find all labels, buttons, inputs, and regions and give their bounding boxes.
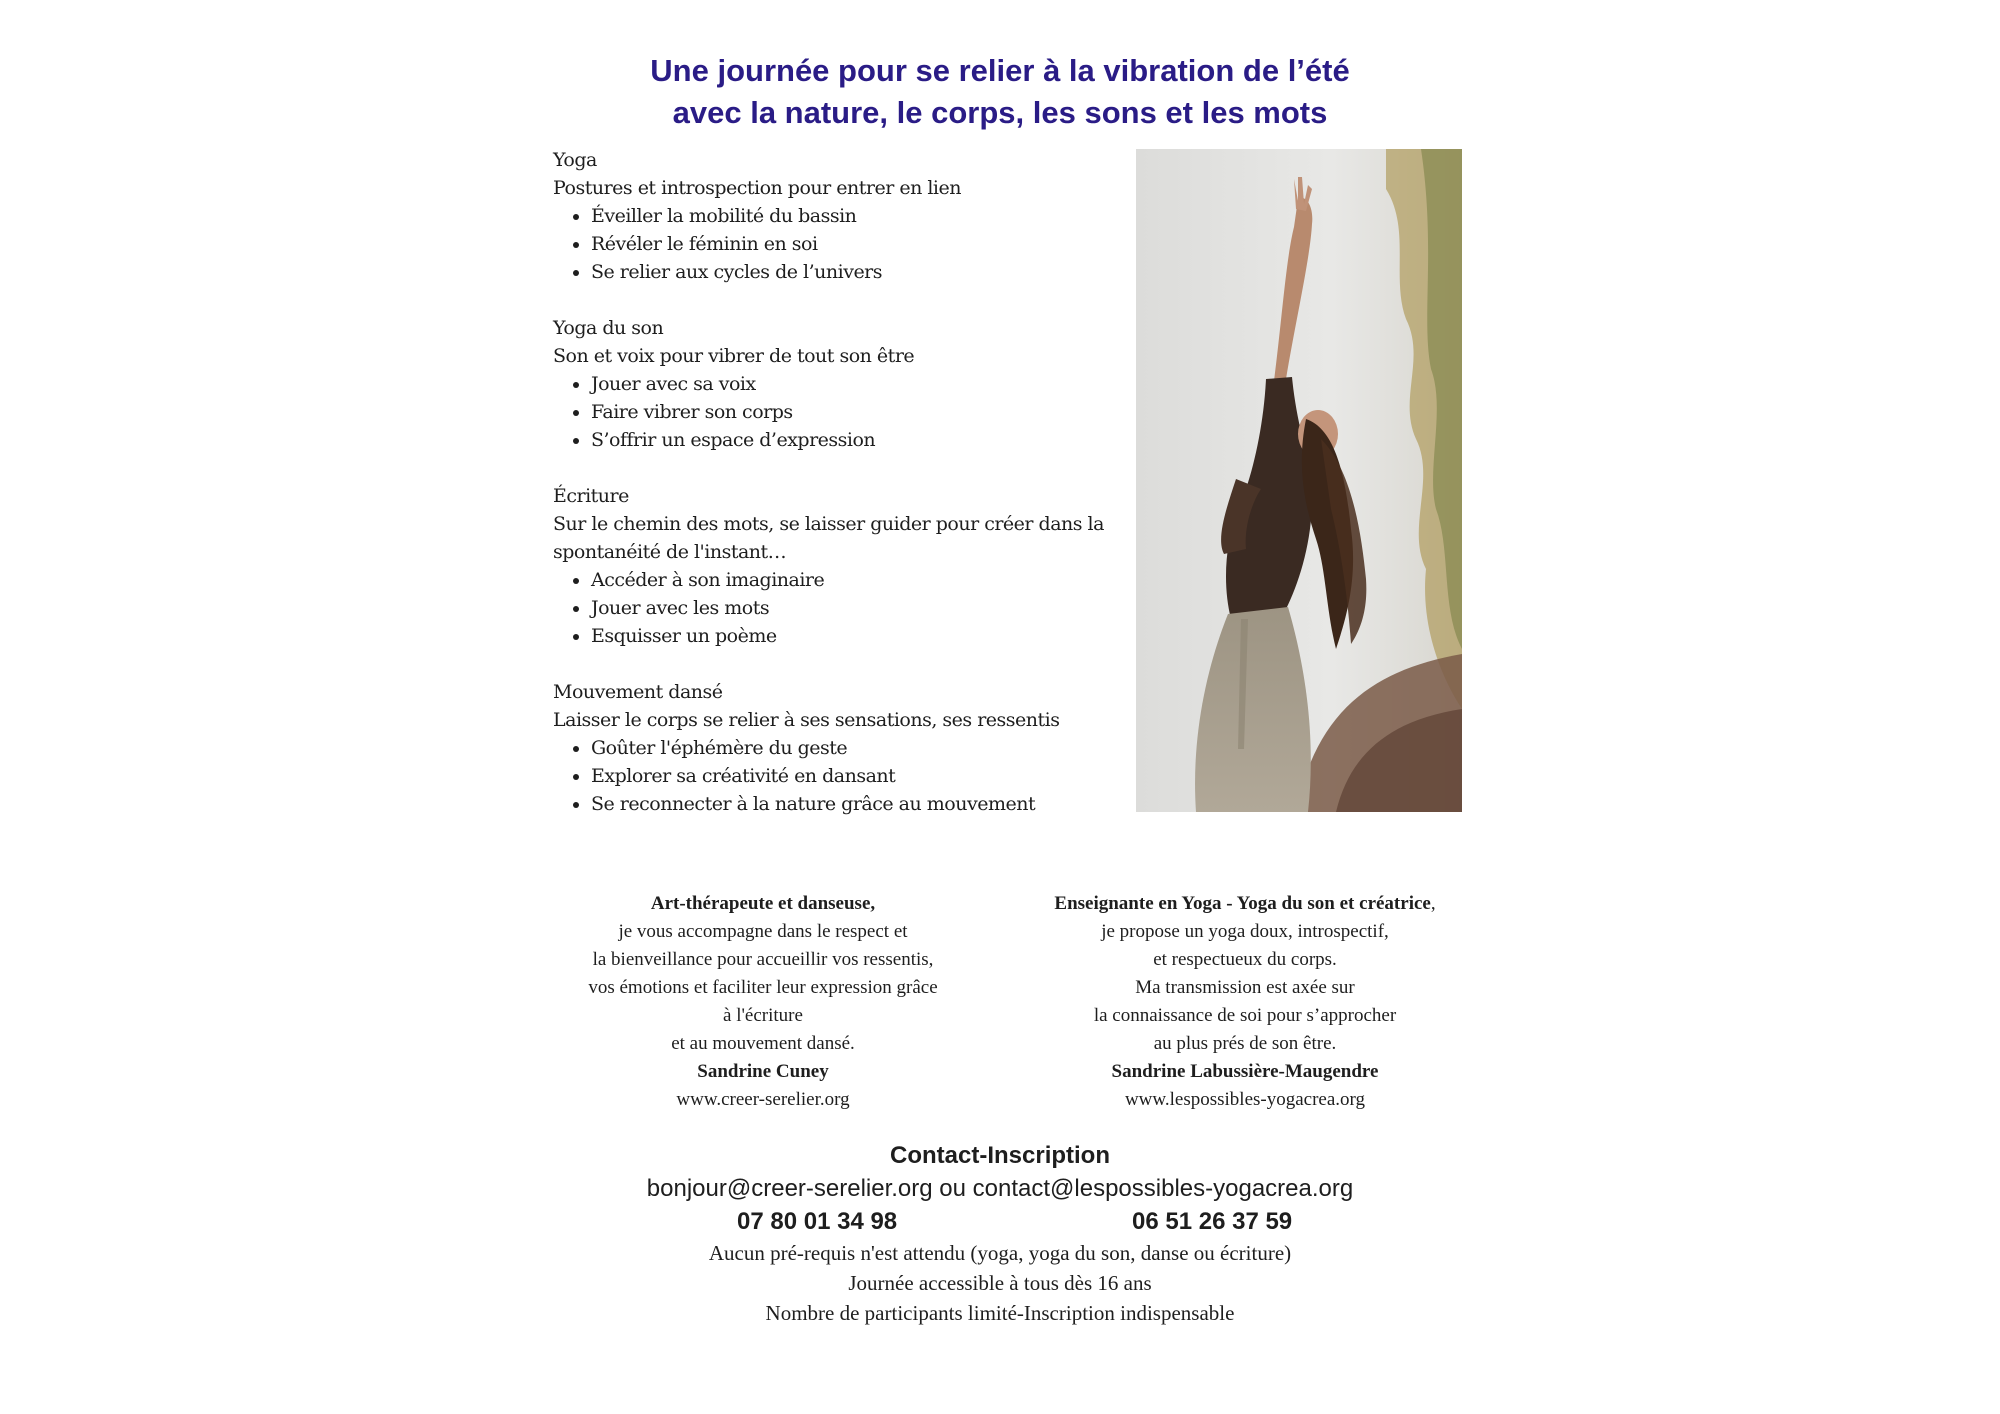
note-line: Nombre de participants limité-Inscription indispensable bbox=[765, 1301, 1235, 1325]
list-item: • Révéler le féminin en soi bbox=[591, 230, 1113, 258]
program-list bbox=[553, 146, 1113, 846]
list-item: • Éveiller la mobilité du bassin bbox=[591, 202, 1113, 230]
note-line: Aucun pré-requis n'est attendu (yoga, yoga du son, danse ou écriture) bbox=[708, 1241, 1292, 1265]
section-description: Laisser le corps se relier à ses sensations, ses ressentis bbox=[553, 709, 1060, 731]
dancer-illustration bbox=[1136, 149, 1462, 812]
bio-line: je propose un yoga doux, introspectif, bbox=[1101, 921, 1389, 942]
section-ecriture bbox=[553, 482, 1113, 650]
title-line-2: avec la nature, le corps, les sons et les mots bbox=[672, 95, 1328, 130]
bio-website-link[interactable]: www.lespossibles-yogacrea.org bbox=[1124, 1089, 1366, 1110]
bio-line: la connaissance de soi pour s’approcher bbox=[1093, 1005, 1397, 1026]
list-item: • Jouer avec sa voix bbox=[591, 370, 1113, 398]
bio-website-link[interactable]: www.creer-serelier.org bbox=[676, 1089, 850, 1110]
section-yoga-du-son bbox=[553, 314, 1113, 454]
bio-line: au plus prés de son être. bbox=[1153, 1033, 1337, 1054]
section-heading: Yoga du son bbox=[553, 317, 664, 339]
section-description: Postures et introspection pour entrer en lien bbox=[553, 177, 961, 199]
bio-line: Ma transmission est axée sur bbox=[1135, 977, 1355, 998]
contact-notes bbox=[0, 1238, 2000, 1328]
section-description: Sur le chemin des mots, se laisser guider pour créer dans la spontanéité de l'instant… bbox=[553, 513, 1104, 563]
section-heading: Mouvement dansé bbox=[553, 681, 723, 703]
bio-right bbox=[1015, 890, 1475, 1114]
section-mouvement-danse bbox=[553, 678, 1113, 818]
title-line-1: Une journée pour se relier à la vibration de l’été bbox=[650, 53, 1350, 88]
section-items bbox=[553, 566, 1113, 650]
bio-line: je vous accompagne dans le respect et bbox=[618, 921, 908, 942]
contact-section bbox=[0, 1140, 2000, 1328]
page-title bbox=[0, 50, 2000, 134]
phone-number-2[interactable]: 06 51 26 37 59 bbox=[1132, 1208, 1293, 1235]
list-item: • Esquisser un poème bbox=[591, 622, 1113, 650]
contact-emails[interactable]: bonjour@creer-serelier.org ou contact@lespossibles-yogacrea.org bbox=[646, 1175, 1354, 1202]
dancer-photo-icon bbox=[1136, 149, 1462, 812]
section-heading: Yoga bbox=[553, 149, 597, 171]
contact-title: Contact-Inscription bbox=[890, 1142, 1110, 1169]
section-items bbox=[553, 370, 1113, 454]
bio-line: vos émotions et faciliter leur expression grâce bbox=[588, 977, 938, 998]
section-items bbox=[553, 734, 1113, 818]
bio-left bbox=[548, 890, 978, 1114]
list-item: • Se reconnecter à la nature grâce au mouvement bbox=[591, 790, 1113, 818]
list-item: • Explorer sa créativité en dansant bbox=[591, 762, 1113, 790]
list-item: • Goûter l'éphémère du geste bbox=[591, 734, 1113, 762]
bio-role-suffix: , bbox=[1430, 893, 1436, 914]
section-heading: Écriture bbox=[553, 485, 629, 507]
note-line: Journée accessible à tous dès 16 ans bbox=[848, 1271, 1152, 1295]
phone-number-1[interactable]: 07 80 01 34 98 bbox=[737, 1208, 898, 1235]
phone-numbers bbox=[0, 1206, 2000, 1238]
bio-role-line bbox=[1015, 890, 1475, 918]
bio-line: la bienveillance pour accueillir vos ressentis, bbox=[592, 949, 934, 970]
section-description: Son et voix pour vibrer de tout son être bbox=[553, 345, 915, 367]
bio-line: à l'écriture bbox=[723, 1005, 803, 1026]
bio-line: et au mouvement dansé. bbox=[671, 1033, 855, 1054]
list-item: • Faire vibrer son corps bbox=[591, 398, 1113, 426]
bio-name: Sandrine Cuney bbox=[697, 1061, 829, 1082]
list-item: • S’offrir un espace d’expression bbox=[591, 426, 1113, 454]
section-items bbox=[553, 202, 1113, 286]
bio-role: Art-thérapeute et danseuse, bbox=[650, 893, 876, 914]
bio-line: et respectueux du corps. bbox=[1153, 949, 1337, 970]
list-item: • Jouer avec les mots bbox=[591, 594, 1113, 622]
list-item: • Accéder à son imaginaire bbox=[591, 566, 1113, 594]
bio-role: Enseignante en Yoga - Yoga du son et créatrice bbox=[1054, 893, 1431, 914]
list-item: • Se relier aux cycles de l’univers bbox=[591, 258, 1113, 286]
bio-name: Sandrine Labussière-Maugendre bbox=[1111, 1061, 1379, 1082]
section-yoga bbox=[553, 146, 1113, 286]
